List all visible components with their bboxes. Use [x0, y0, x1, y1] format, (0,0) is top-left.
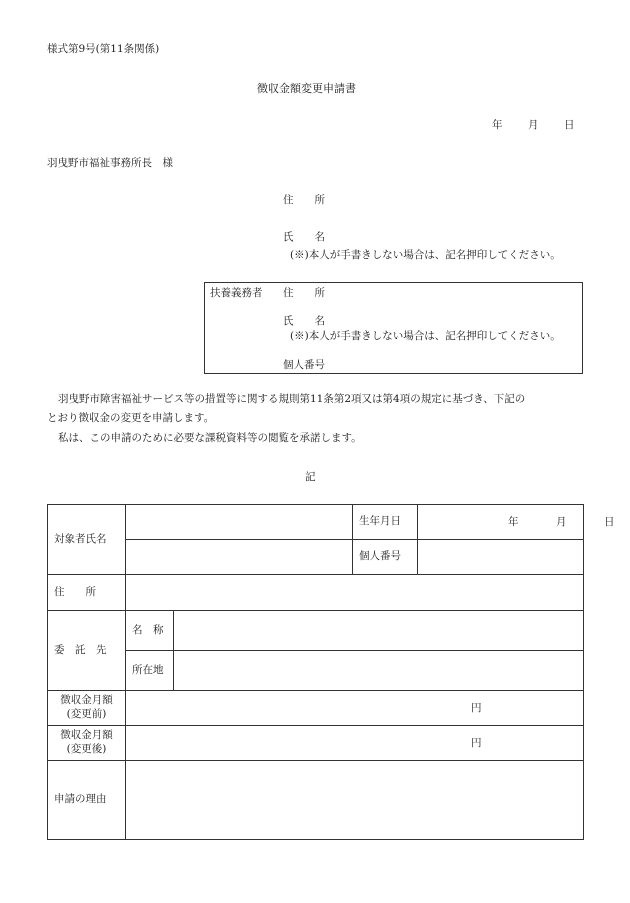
target-name-value[interactable]: [126, 505, 353, 540]
target-address-value[interactable]: [126, 575, 584, 611]
consignee-location-value[interactable]: [174, 651, 584, 691]
applicant-name-label: 氏 名: [283, 231, 325, 243]
document-title: 徴収金額変更申請書: [257, 82, 356, 95]
amount-after-yen: 円: [471, 737, 482, 749]
form-number: 様式第9号(第11条関係): [47, 43, 160, 55]
amount-before-label-line-1: 徴収金月額: [60, 694, 113, 707]
amount-after-value[interactable]: [126, 726, 584, 761]
consignee-name-label: 名 称: [126, 611, 174, 651]
consignee-label: 委 託 先: [48, 611, 126, 691]
amount-after-label-line-1: 徴収金月額: [60, 729, 113, 742]
addressee: 羽曳野市福祉事務所長 様: [47, 157, 173, 169]
body-paragraph-1-line-2: とおり徴収金の変更を申請します。: [47, 412, 215, 424]
supporter-seal-note: (※)本人が手書きしない場合は、記名押印してください。: [290, 330, 561, 342]
target-id-number-value[interactable]: [418, 540, 584, 575]
reason-value[interactable]: [126, 761, 584, 840]
consignee-name-value[interactable]: [174, 611, 584, 651]
amount-before-value[interactable]: [126, 691, 584, 726]
amount-before-label-line-2: (変更前): [66, 708, 107, 720]
birth-date-value[interactable]: [418, 505, 615, 540]
amount-after-label-line-2: (変更後): [66, 743, 107, 755]
amount-before-yen: 円: [471, 702, 482, 714]
birth-month-label: 月: [556, 516, 567, 528]
applicant-seal-note: (※)本人が手書きしない場合は、記名押印してください。: [290, 249, 561, 261]
supporter-address-label: 住 所: [283, 287, 325, 299]
body-paragraph-2: 私は、この申請のために必要な課税資料等の閲覧を承諾します。: [58, 432, 362, 444]
birth-year-label: 年: [508, 516, 519, 528]
birth-day-label: 日: [604, 516, 615, 528]
date-day-label: 日: [564, 119, 575, 131]
date-month-label: 月: [528, 119, 539, 131]
applicant-address-label: 住 所: [283, 194, 325, 206]
birth-date-label: 生年月日: [353, 505, 418, 540]
ki-heading: 記: [305, 471, 316, 483]
amount-after-label: [48, 726, 126, 761]
application-table: [47, 504, 615, 840]
target-name-label: 対象者氏名: [48, 505, 126, 575]
supporter-box-label: 扶養義務者: [210, 287, 263, 299]
supporter-name-label: 氏 名: [283, 315, 325, 327]
date-year-label: 年: [492, 119, 503, 131]
consignee-location-label: 所在地: [126, 651, 174, 691]
target-name-value-cont: [126, 540, 353, 575]
supporter-id-number-label: 個人番号: [283, 359, 325, 371]
amount-before-label: [48, 691, 126, 726]
target-id-number-label: 個人番号: [353, 540, 418, 575]
body-paragraph-1-line-1: 羽曳野市障害福祉サービス等の措置等に関する規則第11条第2項又は第4項の規定に基づき、下記の: [58, 393, 526, 405]
reason-label: 申請の理由: [48, 761, 126, 840]
target-address-label: 住 所: [48, 575, 126, 611]
